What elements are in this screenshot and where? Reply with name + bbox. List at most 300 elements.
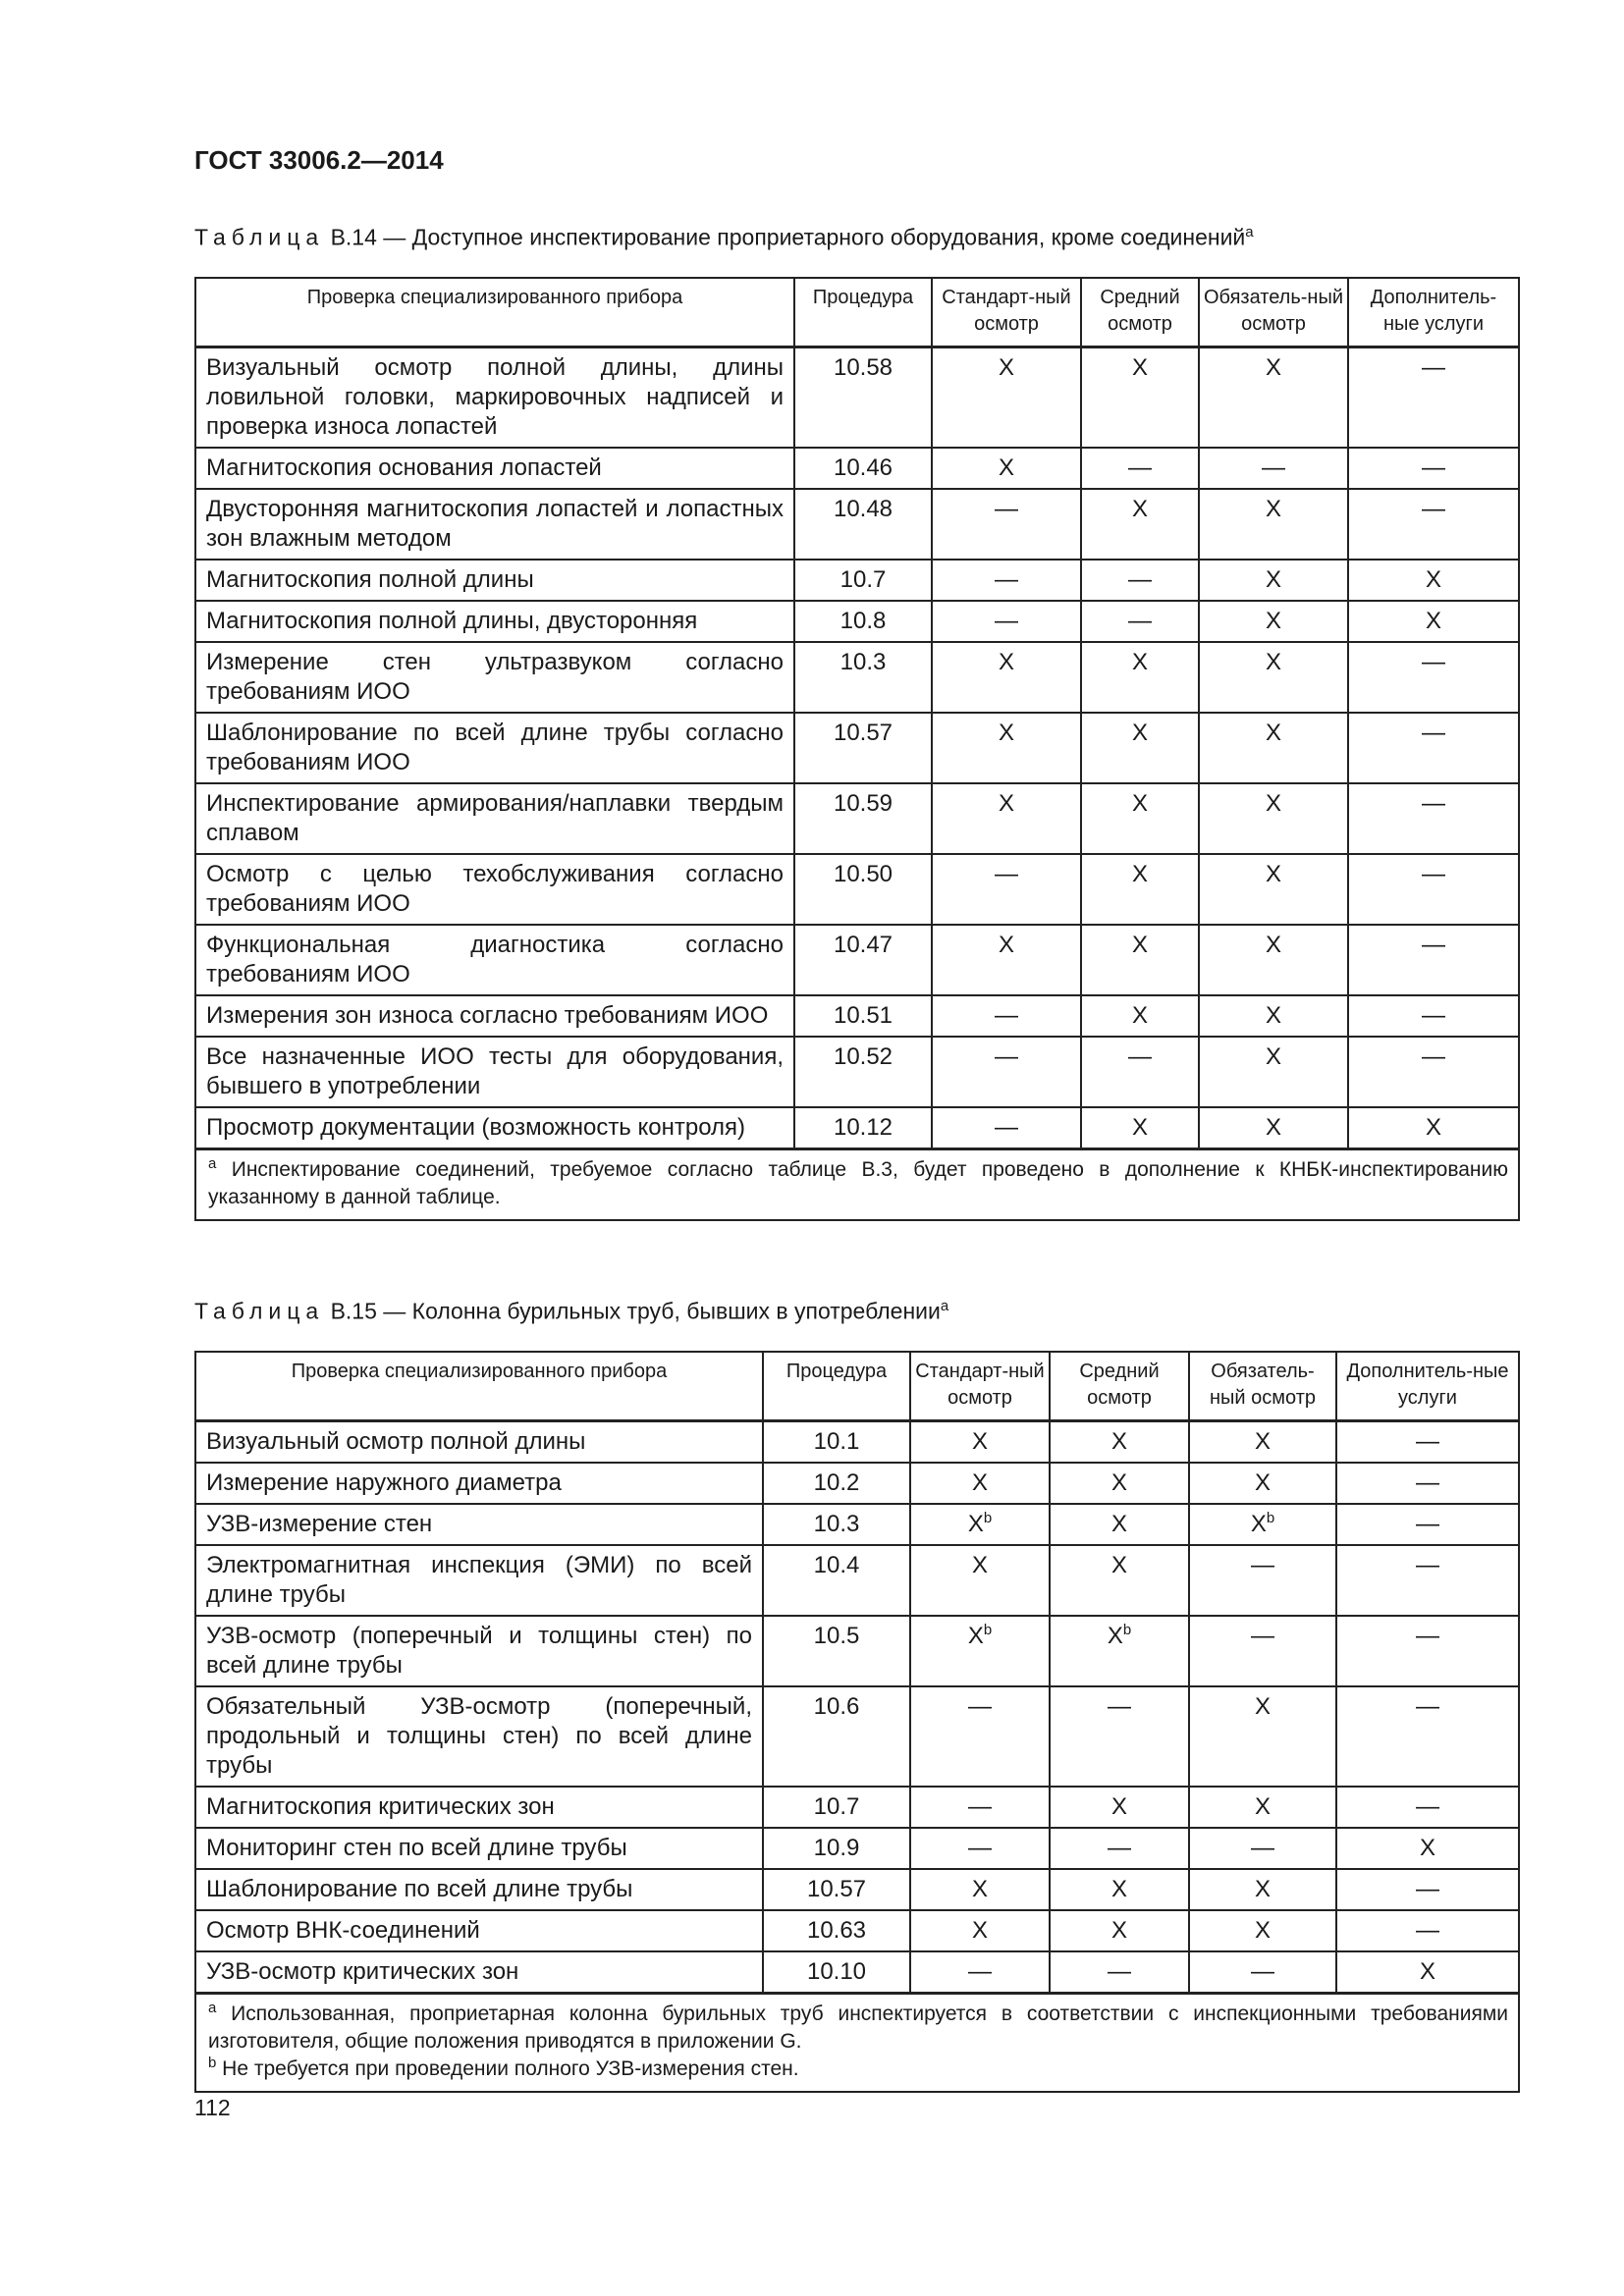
cell-value: X — [1265, 861, 1281, 887]
document-title: ГОСТ 33006.2—2014 — [194, 145, 444, 175]
standard-cell — [910, 1910, 1050, 1951]
medium-cell — [1081, 1037, 1199, 1107]
cell-value: 10.58 — [833, 354, 893, 381]
cell-value: 10.57 — [806, 1876, 867, 1902]
cell-value: — — [1422, 932, 1445, 958]
table14-caption — [194, 224, 1254, 251]
procedure-cell — [763, 1828, 910, 1869]
cell-value: 10.57 — [833, 720, 893, 746]
required-cell — [1199, 560, 1348, 601]
cell-value: X — [1131, 496, 1148, 522]
cell-value: X — [1110, 1511, 1127, 1537]
cell-value: 10.7 — [813, 1793, 860, 1820]
cell-value: X — [1110, 1552, 1127, 1578]
cell-value: X — [1131, 1114, 1148, 1141]
table14-footnote — [195, 1149, 1519, 1221]
medium-cell — [1081, 642, 1199, 713]
cell-value: — — [995, 496, 1018, 522]
standard-cell — [910, 1869, 1050, 1910]
cell-value: 10.46 — [833, 454, 893, 481]
cell-value: — — [995, 861, 1018, 887]
cell-value: 10.50 — [833, 861, 893, 887]
cell-value: X — [1110, 1917, 1127, 1944]
table-row — [195, 560, 1519, 601]
cell-value: X — [1131, 790, 1148, 817]
medium-cell — [1050, 1828, 1189, 1869]
procedure-cell — [794, 854, 932, 925]
cell-value: — — [995, 1043, 1018, 1070]
column-header-additional: Дополнитель-ные услуги — [1336, 1352, 1519, 1421]
procedure-cell — [763, 1616, 910, 1686]
additional-cell — [1348, 995, 1519, 1037]
standard-cell — [910, 1787, 1050, 1828]
medium-cell — [1081, 713, 1199, 783]
cell-value: — — [1251, 1835, 1274, 1861]
required-cell — [1189, 1616, 1336, 1686]
additional-cell — [1348, 1037, 1519, 1107]
table15 — [194, 1351, 1520, 2093]
table-row — [195, 1686, 1519, 1787]
table15-caption-label: Таблица — [194, 1298, 325, 1324]
cell-value: X — [1131, 932, 1148, 958]
check-name-cell: Магнитоскопия основания лопастей — [195, 448, 794, 489]
check-name-cell: Электромагнитная инспекция (ЭМИ) по всей длине трубы — [195, 1545, 763, 1616]
standard-cell — [910, 1504, 1050, 1545]
check-name-cell: Шаблонирование по всей длине трубы — [195, 1869, 763, 1910]
cell-value: X — [967, 1623, 984, 1649]
additional-cell — [1336, 1951, 1519, 1994]
procedure-cell — [794, 347, 932, 449]
required-cell — [1199, 489, 1348, 560]
cell-value: X — [1254, 1693, 1271, 1720]
standard-cell — [932, 783, 1081, 854]
cell-value: 10.51 — [833, 1002, 893, 1029]
table-row — [195, 854, 1519, 925]
standard-cell — [932, 925, 1081, 995]
procedure-cell — [794, 560, 932, 601]
additional-cell — [1336, 1545, 1519, 1616]
procedure-cell — [794, 1037, 932, 1107]
cell-value: — — [1262, 454, 1285, 481]
table-row — [195, 1787, 1519, 1828]
required-cell — [1199, 713, 1348, 783]
table14-header-row — [195, 278, 1519, 347]
cell-value: — — [1416, 1876, 1439, 1902]
table15-footnotes — [195, 1994, 1519, 2093]
medium-cell — [1081, 560, 1199, 601]
cell-value: 10.8 — [839, 608, 887, 634]
additional-cell — [1336, 1421, 1519, 1464]
procedure-cell — [763, 1951, 910, 1994]
additional-cell — [1336, 1787, 1519, 1828]
standard-cell — [910, 1616, 1050, 1686]
footnote-marker: b — [208, 2055, 217, 2071]
cell-value: — — [1108, 1958, 1131, 1985]
cell-value: — — [1128, 566, 1152, 593]
column-header-medium: Средний осмотр — [1081, 278, 1199, 347]
check-name-cell: Визуальный осмотр полной длины — [195, 1421, 763, 1464]
cell-value: 10.63 — [806, 1917, 867, 1944]
cell-value: 10.2 — [813, 1469, 860, 1496]
cell-value: 10.9 — [813, 1835, 860, 1861]
standard-cell — [932, 1037, 1081, 1107]
medium-cell — [1081, 783, 1199, 854]
table-row — [195, 489, 1519, 560]
table15-caption-sup: а — [940, 1298, 949, 1314]
cell-value: X — [998, 932, 1014, 958]
additional-cell — [1336, 1869, 1519, 1910]
cell-value: — — [1128, 1043, 1152, 1070]
required-cell — [1199, 783, 1348, 854]
table-row — [195, 601, 1519, 642]
medium-cell — [1081, 448, 1199, 489]
cell-value: — — [1422, 861, 1445, 887]
standard-cell — [910, 1545, 1050, 1616]
cell-value: 10.5 — [813, 1623, 860, 1649]
cell-value: X — [1265, 720, 1281, 746]
standard-cell — [932, 489, 1081, 560]
footnote-marker: a — [208, 2000, 217, 2016]
required-cell — [1189, 1787, 1336, 1828]
table15-header-row — [195, 1352, 1519, 1421]
medium-cell — [1081, 854, 1199, 925]
procedure-cell — [794, 783, 932, 854]
cell-value: X — [1131, 720, 1148, 746]
cell-value: X — [1265, 354, 1281, 381]
column-header-standard: Стандарт-ный осмотр — [932, 278, 1081, 347]
cell-value: — — [995, 1114, 1018, 1141]
check-name-cell: Измерение стен ультразвуком согласно требованиям ИОО — [195, 642, 794, 713]
required-cell — [1199, 995, 1348, 1037]
table14-caption-label: Таблица — [194, 224, 325, 250]
table-row — [195, 1421, 1519, 1464]
cell-value: — — [995, 1002, 1018, 1029]
procedure-cell — [794, 1107, 932, 1149]
check-name-cell: УЗВ-осмотр критических зон — [195, 1951, 763, 1994]
procedure-cell — [794, 713, 932, 783]
check-name-cell: Просмотр документации (возможность контроля) — [195, 1107, 794, 1149]
check-name-cell: Шаблонирование по всей длине трубы согласно требованиям ИОО — [195, 713, 794, 783]
table-row — [195, 1037, 1519, 1107]
procedure-cell — [794, 925, 932, 995]
cell-value: X — [1425, 566, 1441, 593]
medium-cell — [1050, 1545, 1189, 1616]
cell-value: 10.48 — [833, 496, 893, 522]
table-row — [195, 1463, 1519, 1504]
procedure-cell — [794, 642, 932, 713]
cell-footnote-marker: b — [983, 1510, 993, 1526]
cell-value: X — [1131, 649, 1148, 675]
medium-cell — [1050, 1463, 1189, 1504]
cell-value: 10.52 — [833, 1043, 893, 1070]
cell-value: X — [1110, 1469, 1127, 1496]
column-header-required: Обязатель-ный осмотр — [1189, 1352, 1336, 1421]
cell-value: — — [1422, 649, 1445, 675]
cell-value: X — [1254, 1428, 1271, 1455]
procedure-cell — [763, 1504, 910, 1545]
cell-value: X — [1265, 566, 1281, 593]
cell-value: — — [968, 1693, 992, 1720]
procedure-cell — [794, 995, 932, 1037]
procedure-cell — [794, 489, 932, 560]
table15-caption — [194, 1298, 948, 1325]
table-row — [195, 713, 1519, 783]
footnote-b — [208, 2056, 1508, 2083]
cell-value: X — [1425, 1114, 1441, 1141]
cell-value: — — [1416, 1917, 1439, 1944]
cell-value: — — [1422, 454, 1445, 481]
column-header-check: Проверка специализированного прибора — [195, 1352, 763, 1421]
additional-cell — [1348, 1107, 1519, 1149]
cell-value: X — [1131, 861, 1148, 887]
required-cell — [1189, 1463, 1336, 1504]
footnote-text: Инспектирование соединений, требуемое согласно таблице В.3, будет проведено в дополнение к КНБК-инспектированию указанному в данной таблице. — [208, 1158, 1508, 1208]
standard-cell — [932, 642, 1081, 713]
required-cell — [1189, 1951, 1336, 1994]
cell-value: — — [1416, 1623, 1439, 1649]
column-header-check: Проверка специализированного прибора — [195, 278, 794, 347]
cell-value: — — [1251, 1623, 1274, 1649]
check-name-cell: Осмотр ВНК-соединений — [195, 1910, 763, 1951]
medium-cell — [1081, 1107, 1199, 1149]
medium-cell — [1081, 995, 1199, 1037]
additional-cell — [1348, 642, 1519, 713]
medium-cell — [1050, 1686, 1189, 1787]
table-row — [195, 995, 1519, 1037]
cell-value: — — [1422, 1002, 1445, 1029]
column-header-procedure: Процедура — [794, 278, 932, 347]
check-name-cell: Визуальный осмотр полной длины, длины ловильной головки, маркировочных надписей и проверка износа лопастей — [195, 347, 794, 449]
cell-value: X — [1110, 1428, 1127, 1455]
additional-cell — [1336, 1616, 1519, 1686]
table-row — [195, 783, 1519, 854]
cell-footnote-marker: b — [1122, 1622, 1132, 1638]
procedure-cell — [763, 1910, 910, 1951]
cell-value: X — [971, 1917, 988, 1944]
cell-value: — — [1416, 1511, 1439, 1537]
procedure-cell — [763, 1421, 910, 1464]
table14-note-row — [195, 1149, 1519, 1221]
standard-cell — [910, 1828, 1050, 1869]
standard-cell — [932, 560, 1081, 601]
footnote-text: Использованная, проприетарная колонна бурильных труб инспектируется в соответствии с инспекционными требованиями изготовителя, общие положения приводятся в приложении G. — [208, 2002, 1508, 2053]
cell-value: 10.47 — [833, 932, 893, 958]
cell-value: X — [971, 1552, 988, 1578]
table15-note-row — [195, 1994, 1519, 2093]
table-row — [195, 1828, 1519, 1869]
table-row — [195, 1951, 1519, 1994]
cell-value: X — [967, 1511, 984, 1537]
cell-value: — — [1422, 790, 1445, 817]
table-row — [195, 925, 1519, 995]
table-row — [195, 1504, 1519, 1545]
table-row — [195, 448, 1519, 489]
cell-value: X — [1131, 1002, 1148, 1029]
cell-value: — — [968, 1793, 992, 1820]
cell-value: X — [1250, 1511, 1267, 1537]
standard-cell — [932, 601, 1081, 642]
table-row — [195, 1107, 1519, 1149]
column-header-required: Обязатель-ный осмотр — [1199, 278, 1348, 347]
table-row — [195, 1545, 1519, 1616]
cell-value: X — [971, 1469, 988, 1496]
check-name-cell: Обязательный УЗВ-осмотр (поперечный, продольный и толщины стен) по всей длине трубы — [195, 1686, 763, 1787]
required-cell — [1189, 1545, 1336, 1616]
cell-value: X — [1265, 932, 1281, 958]
procedure-cell — [763, 1545, 910, 1616]
medium-cell — [1050, 1421, 1189, 1464]
medium-cell — [1050, 1951, 1189, 1994]
cell-value: X — [1265, 496, 1281, 522]
table14-caption-text: В.14 — Доступное инспектирование проприетарного оборудования, кроме соединений — [324, 224, 1246, 250]
check-name-cell: Мониторинг стен по всей длине трубы — [195, 1828, 763, 1869]
table-row — [195, 1616, 1519, 1686]
standard-cell — [932, 854, 1081, 925]
additional-cell — [1336, 1686, 1519, 1787]
table14-caption-sup: а — [1245, 224, 1254, 240]
check-name-cell: Инспектирование армирования/наплавки твердым сплавом — [195, 783, 794, 854]
table-row — [195, 642, 1519, 713]
cell-value: 10.1 — [813, 1428, 860, 1455]
table15-caption-text: В.15 — Колонна бурильных труб, бывших в употреблении — [324, 1298, 941, 1324]
additional-cell — [1348, 347, 1519, 449]
check-name-cell: Осмотр с целью техобслуживания согласно требованиям ИОО — [195, 854, 794, 925]
additional-cell — [1336, 1910, 1519, 1951]
additional-cell — [1348, 925, 1519, 995]
cell-value: X — [1254, 1917, 1271, 1944]
footnote-marker: a — [208, 1155, 217, 1172]
cell-value: 10.10 — [806, 1958, 867, 1985]
cell-value: X — [1107, 1623, 1123, 1649]
cell-value: X — [1425, 608, 1441, 634]
cell-value: X — [1265, 790, 1281, 817]
medium-cell — [1081, 601, 1199, 642]
cell-value: — — [1128, 454, 1152, 481]
standard-cell — [932, 448, 1081, 489]
cell-value: X — [1265, 1114, 1281, 1141]
procedure-cell — [794, 601, 932, 642]
check-name-cell: Функциональная диагностика согласно требованиям ИОО — [195, 925, 794, 995]
check-name-cell: Магнитоскопия полной длины — [195, 560, 794, 601]
required-cell — [1199, 1107, 1348, 1149]
medium-cell — [1081, 489, 1199, 560]
standard-cell — [910, 1463, 1050, 1504]
footnote-text: Не требуется при проведении полного УЗВ-измерения стен. — [216, 2057, 799, 2080]
procedure-cell — [794, 448, 932, 489]
required-cell — [1189, 1686, 1336, 1787]
cell-value: — — [968, 1958, 992, 1985]
additional-cell — [1336, 1828, 1519, 1869]
check-name-cell: Двусторонняя магнитоскопия лопастей и лопастных зон влажным методом — [195, 489, 794, 560]
medium-cell — [1081, 925, 1199, 995]
cell-value: 10.4 — [813, 1552, 860, 1578]
cell-value: — — [1251, 1552, 1274, 1578]
cell-value: — — [1416, 1693, 1439, 1720]
cell-value: X — [998, 649, 1014, 675]
cell-value: X — [1254, 1469, 1271, 1496]
standard-cell — [910, 1421, 1050, 1464]
check-name-cell: Измерение наружного диаметра — [195, 1463, 763, 1504]
table-row — [195, 347, 1519, 449]
cell-value: — — [1416, 1469, 1439, 1496]
cell-value: X — [998, 354, 1014, 381]
cell-value: — — [1416, 1793, 1439, 1820]
cell-value: — — [1422, 720, 1445, 746]
cell-value: 10.3 — [813, 1511, 860, 1537]
cell-value: X — [1110, 1876, 1127, 1902]
medium-cell — [1050, 1504, 1189, 1545]
cell-value: X — [1265, 1002, 1281, 1029]
cell-value: — — [995, 566, 1018, 593]
cell-value: X — [1131, 354, 1148, 381]
check-name-cell: Все назначенные ИОО тесты для оборудования, бывшего в употреблении — [195, 1037, 794, 1107]
additional-cell — [1348, 601, 1519, 642]
cell-value: X — [1265, 649, 1281, 675]
required-cell — [1189, 1910, 1336, 1951]
additional-cell — [1348, 489, 1519, 560]
cell-footnote-marker: b — [1266, 1510, 1275, 1526]
column-header-standard: Стандарт-ный осмотр — [910, 1352, 1050, 1421]
cell-value: X — [971, 1428, 988, 1455]
cell-value: X — [1419, 1835, 1435, 1861]
required-cell — [1199, 854, 1348, 925]
additional-cell — [1336, 1504, 1519, 1545]
table-row — [195, 1910, 1519, 1951]
standard-cell — [910, 1951, 1050, 1994]
column-header-procedure: Процедура — [763, 1352, 910, 1421]
procedure-cell — [763, 1787, 910, 1828]
table-row — [195, 1869, 1519, 1910]
cell-value: — — [1422, 496, 1445, 522]
cell-value: — — [1251, 1958, 1274, 1985]
additional-cell — [1336, 1463, 1519, 1504]
standard-cell — [932, 995, 1081, 1037]
cell-value: X — [1265, 608, 1281, 634]
required-cell — [1189, 1828, 1336, 1869]
medium-cell — [1050, 1869, 1189, 1910]
standard-cell — [932, 347, 1081, 449]
additional-cell — [1348, 448, 1519, 489]
cell-value: 10.7 — [839, 566, 887, 593]
cell-value: X — [998, 720, 1014, 746]
cell-value: X — [971, 1876, 988, 1902]
cell-value: — — [1422, 1043, 1445, 1070]
required-cell — [1199, 925, 1348, 995]
cell-value: X — [998, 454, 1014, 481]
cell-value: 10.6 — [813, 1693, 860, 1720]
required-cell — [1199, 642, 1348, 713]
cell-value: — — [1416, 1428, 1439, 1455]
cell-value: X — [1419, 1958, 1435, 1985]
cell-value: — — [1422, 354, 1445, 381]
cell-value: — — [995, 608, 1018, 634]
cell-value: 10.12 — [833, 1114, 893, 1141]
cell-value: 10.3 — [839, 649, 887, 675]
cell-value: X — [1110, 1793, 1127, 1820]
required-cell — [1189, 1869, 1336, 1910]
additional-cell — [1348, 713, 1519, 783]
standard-cell — [932, 713, 1081, 783]
cell-value: — — [1416, 1552, 1439, 1578]
table14 — [194, 277, 1520, 1221]
cell-value: X — [1265, 1043, 1281, 1070]
cell-footnote-marker: b — [983, 1622, 993, 1638]
required-cell — [1199, 1037, 1348, 1107]
additional-cell — [1348, 560, 1519, 601]
cell-value: — — [1108, 1693, 1131, 1720]
cell-value: — — [1108, 1835, 1131, 1861]
footnote-a — [208, 2001, 1508, 2056]
